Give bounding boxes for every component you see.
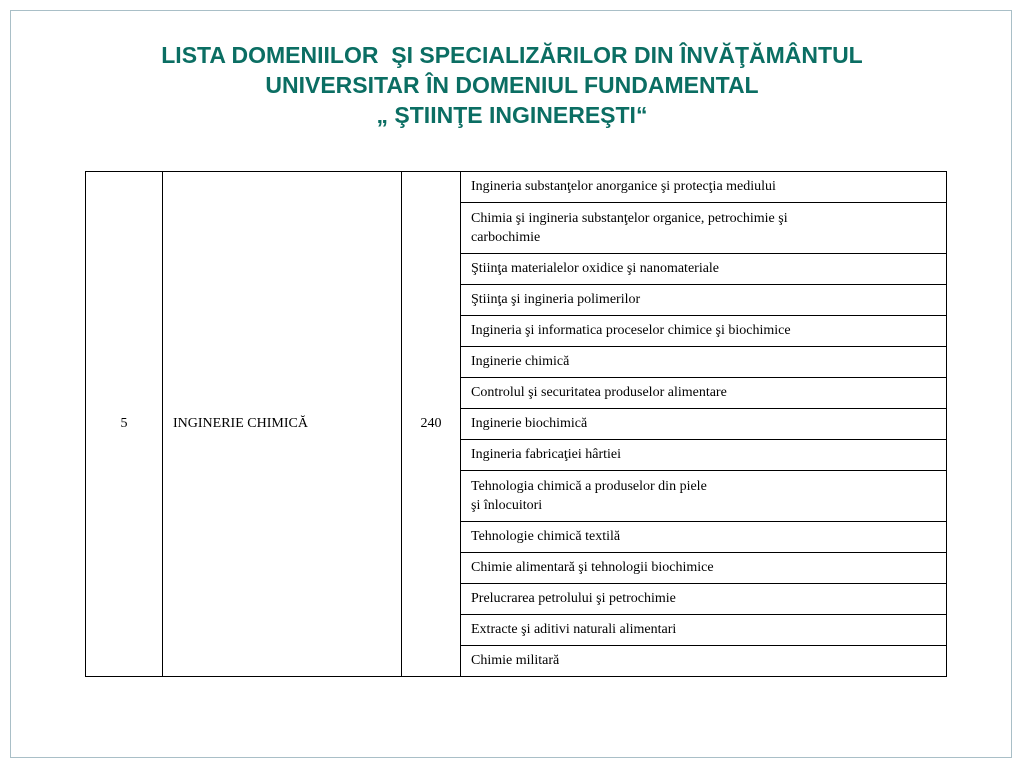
specialization-text: Chimie alimentară şi tehnologii biochimice: [471, 560, 714, 575]
specialization-cell: [461, 471, 947, 522]
specialization-cell: [461, 409, 947, 440]
specialization-cell: [461, 522, 947, 553]
specialization-text: Ingineria şi informatica proceselor chimice şi biochimice: [471, 323, 791, 338]
page-title: [0, 40, 1024, 130]
specialization-text: Ingineria substanţelor anorganice şi protecţia mediului: [471, 179, 776, 194]
specialization-text: Inginerie biochimică: [471, 416, 588, 431]
specialization-cell: [461, 378, 947, 409]
specialization-cell: [461, 285, 947, 316]
specialization-text: Ştiinţa materialelor oxidice şi nanomateriale: [471, 261, 720, 276]
specialization-cell: [461, 172, 947, 203]
title-line-2: UNIVERSITAR ÎN DOMENIUL FUNDAMENTAL: [265, 72, 759, 98]
specialization-text: Ingineria fabricaţiei hârtiei: [471, 447, 622, 462]
specialization-text: Ştiinţa şi ingineria polimerilor: [471, 292, 641, 307]
specialization-cell: [461, 316, 947, 347]
title-line-3: „ ŞTIINŢE INGINEREŞTI“: [376, 102, 648, 128]
specialization-text: Chimie militară: [471, 653, 560, 668]
specialization-text: Inginerie chimică: [471, 354, 570, 369]
specializations-table: [85, 171, 947, 677]
specialization-text: Controlul şi securitatea produselor alimentare: [471, 385, 727, 400]
specialization-text-continued: carbochimie: [471, 229, 541, 245]
specialization-cell: [461, 440, 947, 471]
specialization-text: Chimia şi ingineria substanţelor organice, petrochimie şi: [471, 210, 788, 226]
specialization-text: Tehnologie chimică textilă: [471, 529, 621, 544]
title-line-1: LISTA DOMENIILOR ŞI SPECIALIZĂRILOR DIN ÎNVĂŢĂMÂNTUL: [161, 42, 863, 68]
specialization-cell: [461, 553, 947, 584]
specialization-text: Extracte şi aditivi naturali alimentari: [471, 622, 677, 637]
domain-number-cell: 5: [86, 172, 163, 677]
specialization-cell: [461, 646, 947, 677]
domain-name-cell: INGINERIE CHIMICĂ: [163, 172, 402, 677]
specialization-text-continued: şi înlocuitori: [471, 497, 543, 513]
specialization-text: Tehnologia chimică a produselor din piele: [471, 478, 707, 494]
specialization-cell: [461, 203, 947, 254]
specialization-cell: [461, 254, 947, 285]
specialization-cell: [461, 347, 947, 378]
specialization-text: Prelucrarea petrolului şi petrochimie: [471, 591, 676, 606]
table-row: [86, 172, 947, 203]
table-body: [86, 172, 947, 677]
specialization-cell: [461, 584, 947, 615]
credits-cell: 240: [402, 172, 461, 677]
specialization-cell: [461, 615, 947, 646]
